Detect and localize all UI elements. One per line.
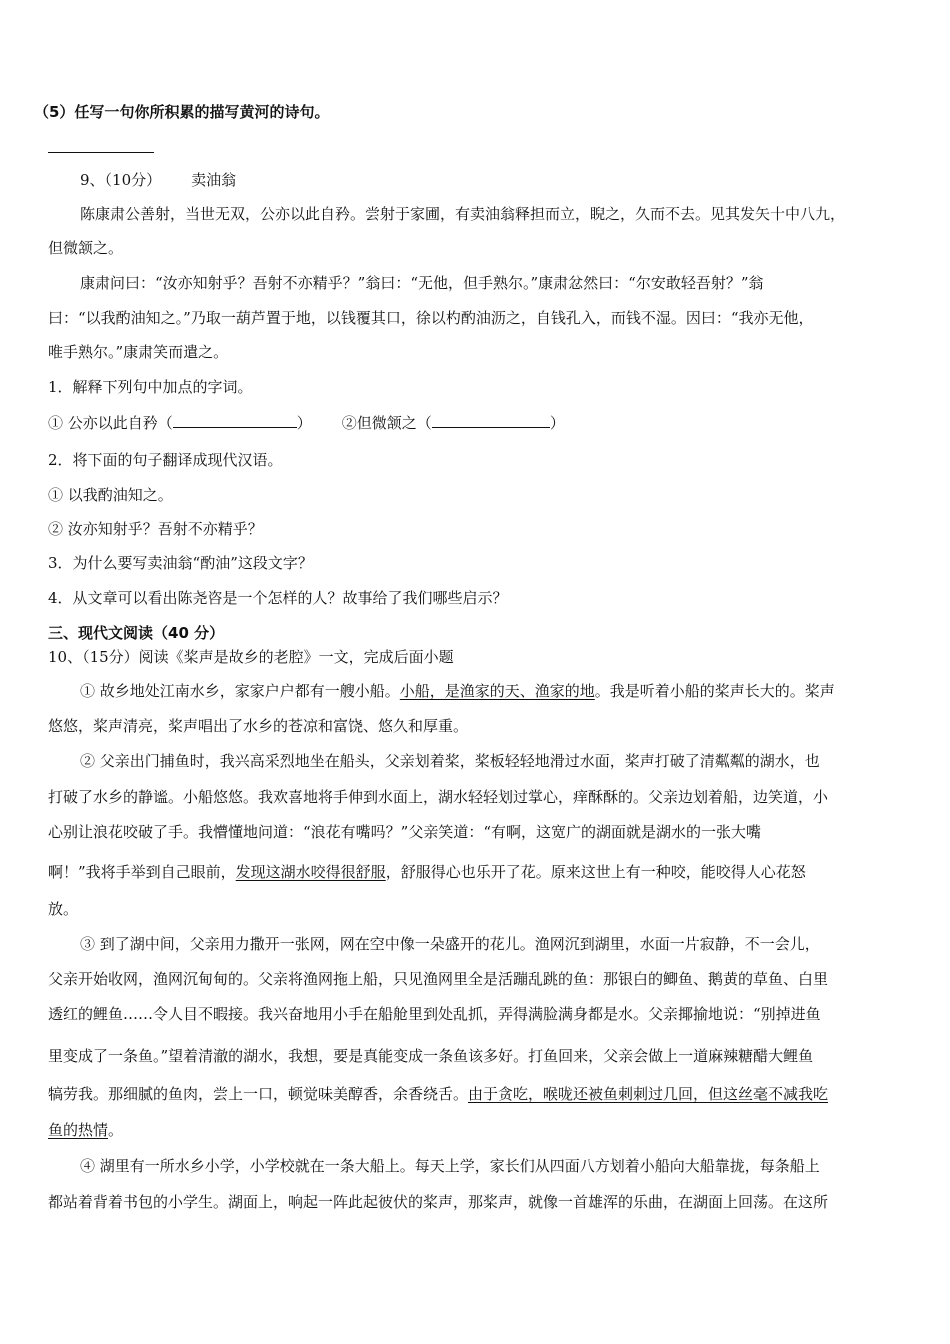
passage-line: 心别让浪花咬破了手。我懵懂地问道：“浪花有嘴吗？”父亲笑道：“有啊，这宽广的湖面就是湖水的一张大嘴 [48, 823, 762, 841]
answer-line [48, 152, 154, 153]
item-a-end: ） [296, 414, 312, 432]
question-9-number: 9、（10分） [80, 171, 162, 189]
sub-question-1-items [48, 412, 565, 434]
passage-line: 悠悠，桨声清亮，桨声唱出了水乡的苍凉和富饶、悠久和厚重。 [48, 717, 469, 735]
sub-question-4: 4．从文章可以看出陈尧咨是一个怎样的人？故事给了我们哪些启示？ [48, 589, 508, 607]
passage-line: 里变成了一条鱼。”望着清澈的湖水，我想，要是真能变成一条鱼该多好。打鱼回来，父亲会做上一道麻辣糖醋大鲤鱼 [48, 1047, 814, 1065]
passage-line: 打破了水乡的静谧。小船悠悠。我欢喜地将手伸到水面上，湖水轻轻划过掌心，痒酥酥的。父亲边划着船，边笑道，小 [48, 788, 829, 806]
text-run: 。我是听着小船的桨声长大的。桨声 [594, 682, 835, 700]
item-b-label: ②但微颔之（ [341, 414, 432, 432]
underlined-text: 发现这湖水咬得很舒服 [235, 863, 386, 881]
passage-line: ② 父亲出门捕鱼时，我兴高采烈地坐在船头，父亲划着桨，桨板轻轻地滑过水面，桨声打破了清粼粼的湖水，也 [80, 752, 820, 770]
section-heading: 三、现代文阅读（40 分） [48, 624, 225, 642]
text-run: ① 故乡地处江南水乡，家家户户都有一艘小船。 [80, 682, 400, 700]
text-run: ，舒服得心也乐开了花。原来这世上有一种咬，能咬得人心花怒 [385, 863, 806, 881]
fill-blank[interactable] [173, 413, 297, 428]
passage-line: ③ 到了湖中间，父亲用力撒开一张网，网在空中像一朵盛开的花儿。渔网沉到湖里，水面一片寂静，不一会儿， [80, 935, 820, 953]
sub-question-2-a: ① 以我酌油知之。 [48, 486, 173, 504]
sub-question-2-b: ② 汝亦知射乎？吾射不亦精乎？ [48, 520, 263, 538]
passage-line [48, 861, 806, 883]
sub-question-1: 1．解释下列句中加点的字词。 [48, 378, 253, 396]
passage-line: 但微颔之。 [48, 239, 124, 257]
sub-question-3: 3．为什么要写卖油翁“酌油”这段文字？ [48, 554, 313, 572]
text-run: 啊！”我将手举到自己眼前， [48, 863, 236, 881]
question-9-title: 卖油翁 [191, 171, 237, 189]
underlined-text: 由于贪吃，喉咙还被鱼刺刺过几回，但这丝毫不减我吃 [468, 1085, 829, 1103]
text-run: 犒劳我。那细腻的鱼肉，尝上一口，顿觉味美醇香，余香绕舌。 [48, 1085, 469, 1103]
question-10-intro: 10、（15分）阅读《桨声是故乡的老腔》一文，完成后面小题 [48, 648, 454, 666]
underlined-text: 鱼的热情 [48, 1121, 109, 1139]
passage-line: 陈康肃公善射，当世无双，公亦以此自矜。尝射于家圃，有卖油翁释担而立，睨之，久而不去。见其发矢十中八九， [80, 205, 846, 223]
item-b-end: ） [549, 414, 565, 432]
passage-line: 唯手熟尔。”康肃笑而遣之。 [48, 343, 229, 361]
passage-line: 都站着背着书包的小学生。湖面上，响起一阵此起彼伏的桨声，那桨声，就像一首雄浑的乐曲，在湖面上回荡。在这所 [48, 1193, 829, 1211]
passage-line: 父亲开始收网，渔网沉甸甸的。父亲将渔网拖上船，只见渔网里全是活蹦乱跳的鱼：那银白的鲫鱼、鹅黄的草鱼、白里 [48, 970, 829, 988]
passage-line: 透红的鲤鱼……令人目不暇接。我兴奋地用小手在船舱里到处乱抓，弄得满脸满身都是水。父亲揶揄地说：“别掉进鱼 [48, 1005, 821, 1023]
passage-line [80, 680, 835, 702]
question-8-5: （5）任写一句你所积累的描写黄河的诗句。 [34, 103, 330, 121]
sub-question-2: 2．将下面的句子翻译成现代汉语。 [48, 451, 283, 469]
passage-line: ④ 湖里有一所水乡小学，小学校就在一条大船上。每天上学，家长们从四面八方划着小船向大船靠拢，每条船上 [80, 1157, 820, 1175]
passage-line [48, 1083, 828, 1105]
question-9-header [80, 169, 236, 191]
item-a-label: ① 公亦以此自矜（ [48, 414, 173, 432]
passage-line: 康肃问曰：“汝亦知射乎？吾射不亦精乎？”翁曰：“无他，但手熟尔。”康肃忿然曰：“尔安敢轻吾射？”翁 [80, 274, 764, 292]
passage-line [48, 1119, 123, 1141]
passage-line: 放。 [48, 900, 79, 918]
passage-line: 曰：“以我酌油知之。”乃取一葫芦置于地，以钱覆其口，徐以杓酌油沥之，自钱孔入，而钱不湿。因曰：“我亦无他， [48, 309, 814, 327]
text-run: 。 [108, 1121, 124, 1139]
underlined-text: 小船，是渔家的天、渔家的地 [399, 682, 595, 700]
fill-blank[interactable] [432, 413, 550, 428]
